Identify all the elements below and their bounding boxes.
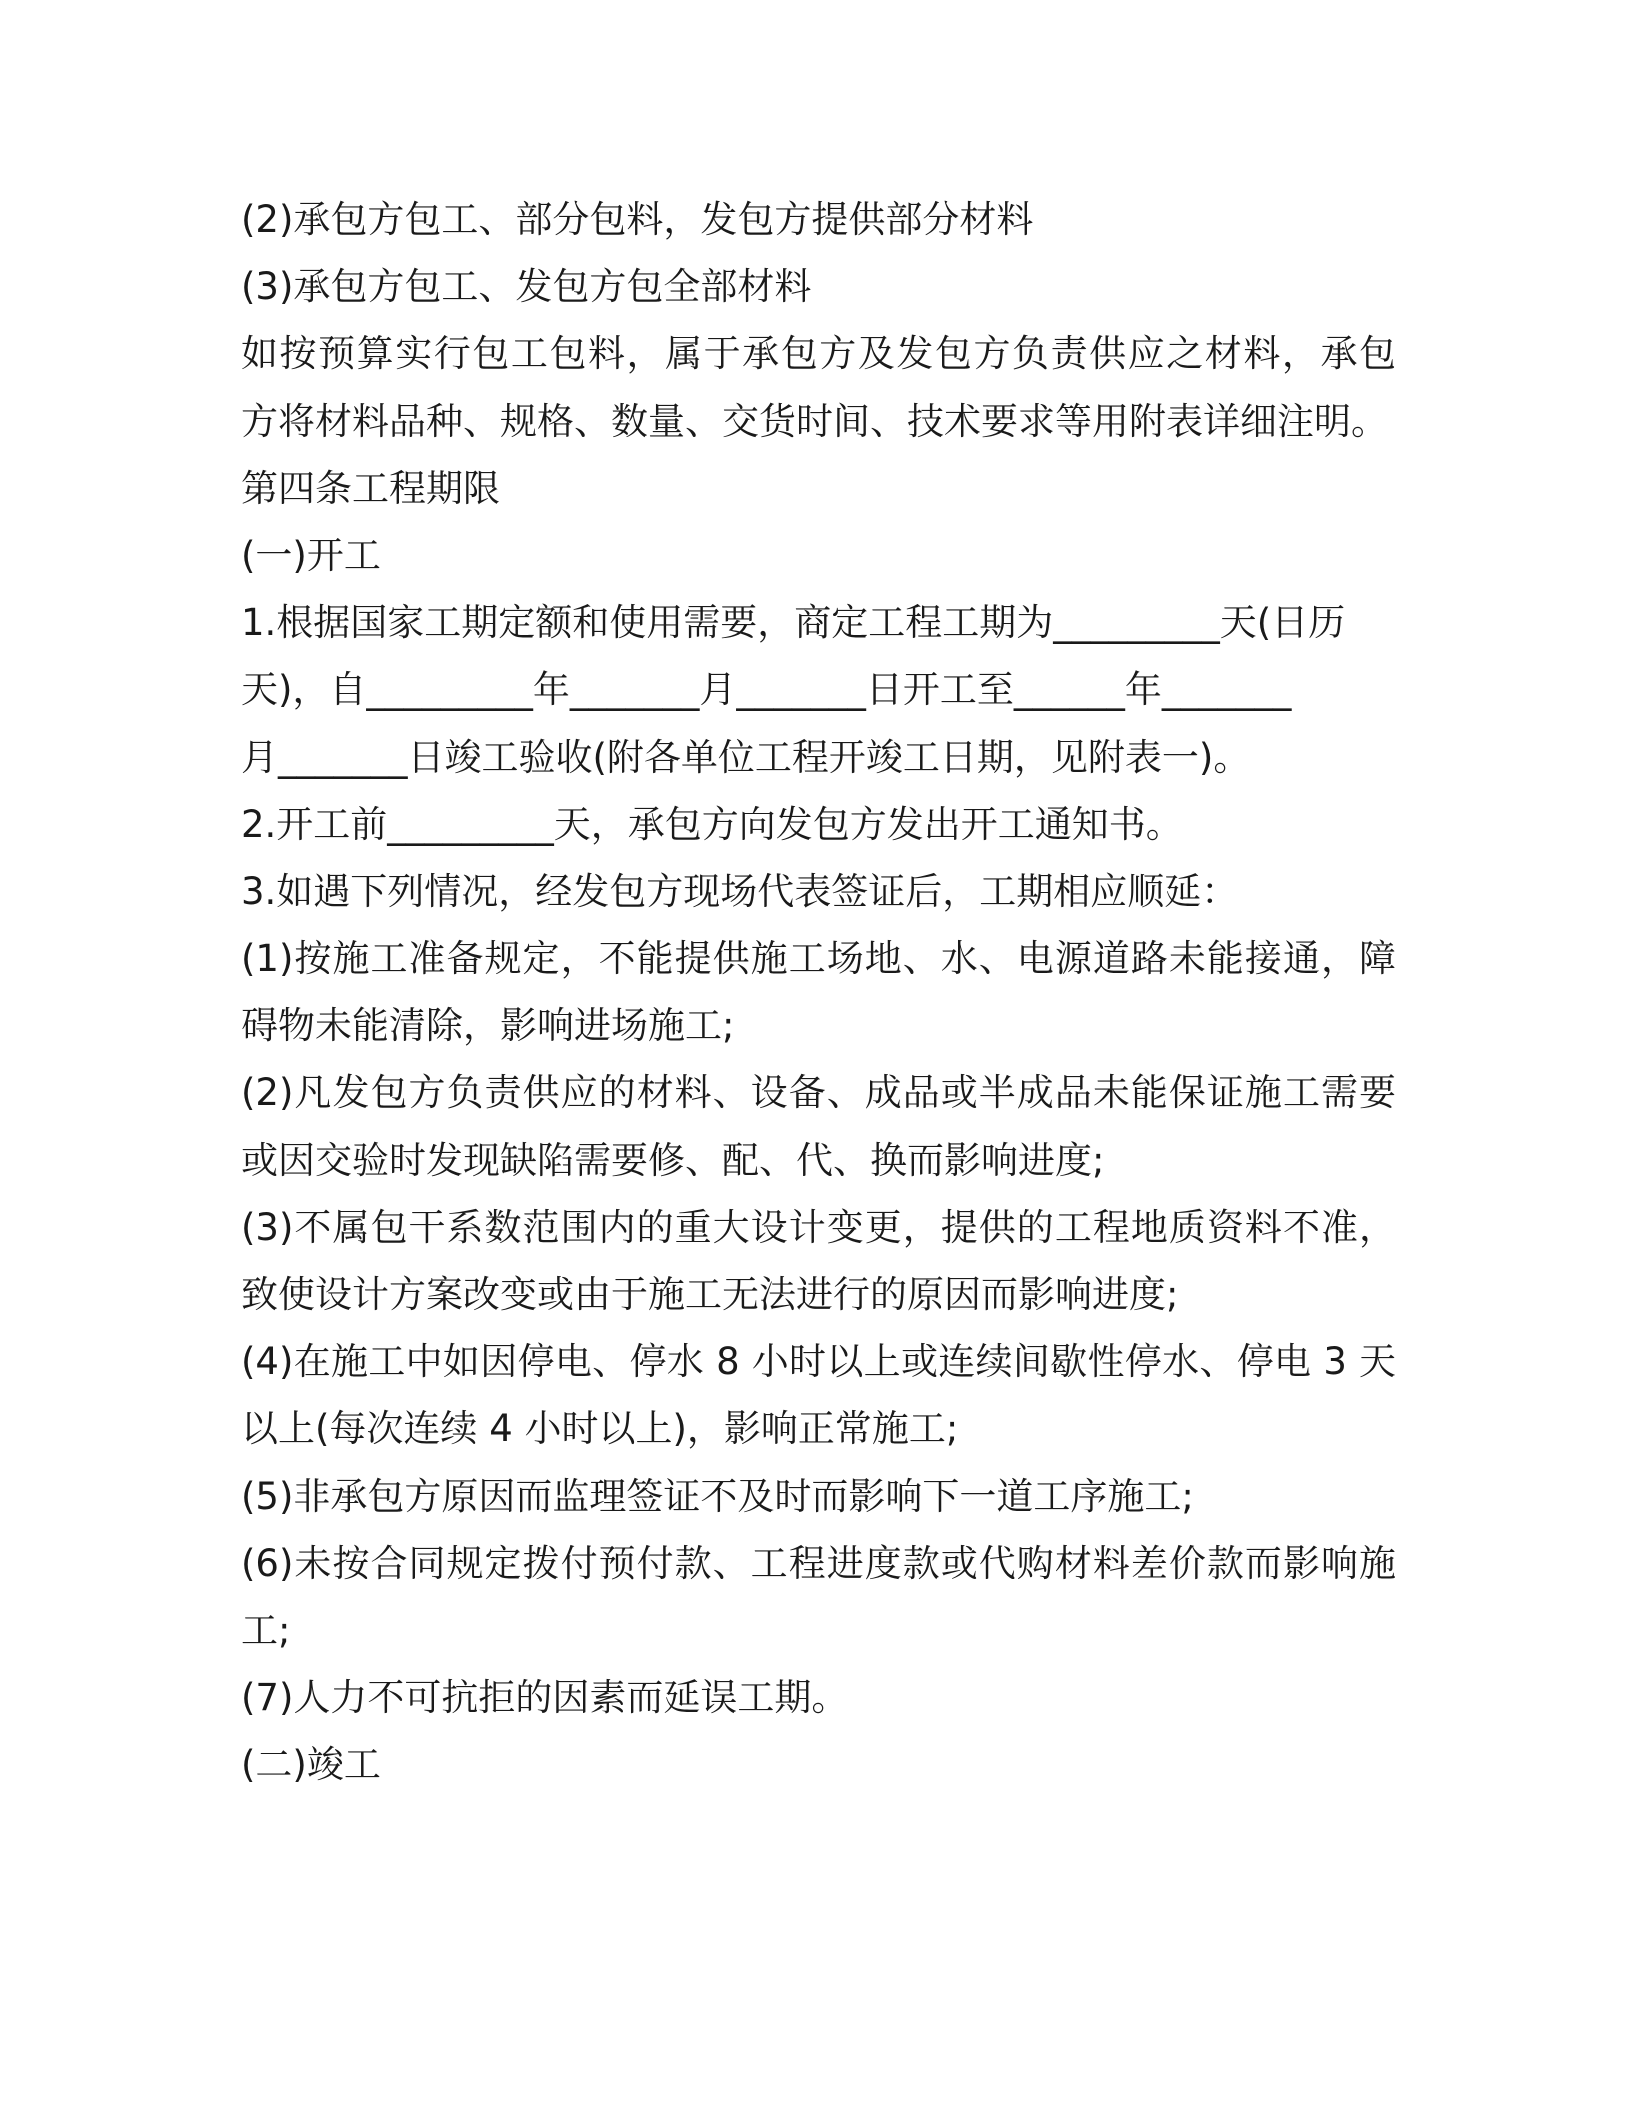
subsection-heading: (二)竣工 [241, 1743, 381, 1787]
text-line: (3)不属包干系数范围内的重大设计变更，提供的工程地质资料不准， [241, 1205, 1396, 1249]
text-line: (3)承包方包工、发包方包全部材料 [241, 265, 812, 309]
text-line: (2)凡发包方负责供应的材料、设备、成品或半成品未能保证施工需要 [241, 1071, 1396, 1115]
document-body [241, 186, 1396, 1799]
text-line: (7)人力不可抗拒的因素而延误工期。 [241, 1676, 849, 1720]
text-line: 月_______日竣工验收(附各单位工程开竣工日期，见附表一)。 [241, 735, 1251, 779]
text-line: 致使设计方案改变或由于施工无法进行的原因而影响进度; [241, 1273, 1179, 1316]
text-line: (6)未按合同规定拨付预付款、工程进度款或代购材料差价款而影响施 [241, 1541, 1396, 1585]
text-line: 天)，自_________年_______月_______日开工至______年_______ [241, 668, 1292, 712]
text-line: (4)在施工中如因停电、停水 8 小时以上或连续间歇性停水、停电 3 天 [241, 1340, 1396, 1384]
text-line: 1.根据国家工期定额和使用需要，商定工程工期为_________天(日历 [241, 601, 1346, 645]
subsection-heading: (一)开工 [241, 533, 381, 577]
text-line: 3.如遇下列情况，经发包方现场代表签证后，工期相应顺延： [241, 869, 1239, 913]
text-line: 2.开工前_________天，承包方向发包方发出开工通知书。 [241, 802, 1183, 846]
text-line: 碍物未能清除，影响进场施工; [241, 1004, 735, 1048]
text-line: 方将材料品种、规格、数量、交货时间、技术要求等用附表详细注明。 [241, 399, 1388, 443]
text-line: 以上(每次连续 4 小时以上)，影响正常施工; [241, 1407, 959, 1451]
text-line: (5)非承包方原因而监理签证不及时而影响下一道工序施工; [241, 1474, 1194, 1518]
text-line: (1)按施工准备规定，不能提供施工场地、水、电源道路未能接通，障 [241, 937, 1396, 981]
text-line: 如按预算实行包工包料，属于承包方及发包方负责供应之材料，承包 [241, 332, 1396, 376]
section-heading: 第四条工程期限 [241, 466, 500, 510]
text-line: (2)承包方包工、部分包料，发包方提供部分材料 [241, 198, 1034, 241]
text-line: 工; [241, 1608, 291, 1652]
text-line: 或因交验时发现缺陷需要修、配、代、换而影响进度; [241, 1138, 1105, 1182]
